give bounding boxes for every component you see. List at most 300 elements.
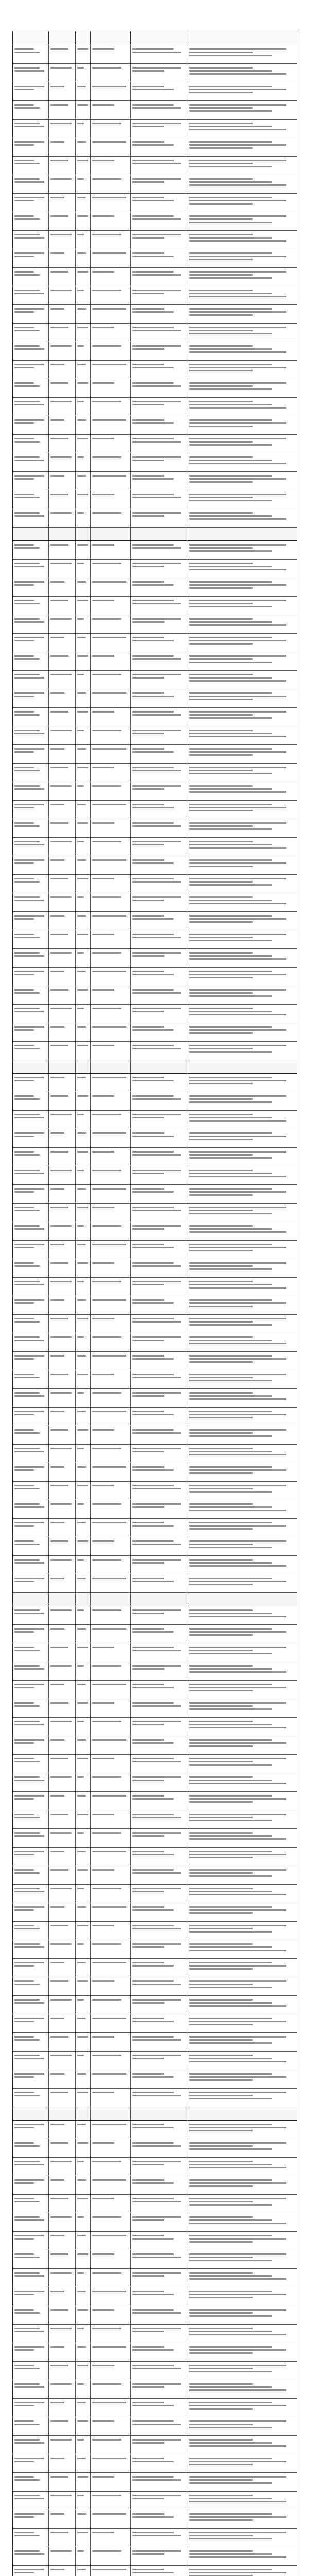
text-stroke — [132, 1835, 164, 1837]
text-stroke — [132, 422, 174, 424]
organizer-cell — [131, 2343, 187, 2361]
text-stroke — [132, 70, 164, 72]
text-stroke — [14, 1835, 44, 1837]
content-cell — [187, 342, 297, 360]
text-stroke — [77, 1355, 87, 1357]
text-stroke — [132, 1114, 181, 1115]
text-stroke — [77, 2365, 88, 2366]
text-stroke — [14, 1962, 44, 1963]
organizer-cell — [131, 1829, 187, 1847]
text-stroke — [189, 1157, 272, 1159]
text-stroke — [50, 2092, 68, 2093]
text-stroke — [189, 1011, 272, 1012]
event-cell — [13, 726, 49, 744]
text-stroke — [189, 1559, 253, 1561]
text-stroke — [50, 1980, 68, 1982]
content-cell — [187, 1940, 297, 1958]
text-stroke — [132, 456, 181, 458]
text-stroke — [132, 1851, 164, 1852]
text-stroke — [189, 2235, 272, 2236]
organizer-cell — [131, 615, 187, 633]
text-stroke — [189, 460, 272, 461]
text-stroke — [189, 1358, 287, 1360]
count-cell — [76, 305, 91, 323]
organizer-cell — [131, 1222, 187, 1240]
text-stroke — [189, 1095, 287, 1097]
text-stroke — [77, 1814, 88, 1815]
text-stroke — [50, 197, 64, 198]
text-stroke — [189, 160, 287, 161]
text-stroke — [14, 2257, 40, 2258]
text-stroke — [14, 478, 34, 480]
date-cell — [49, 1185, 76, 1203]
text-stroke — [189, 1491, 272, 1493]
venue-cell — [91, 597, 131, 615]
text-stroke — [132, 1173, 164, 1174]
text-stroke — [14, 1228, 44, 1230]
organizer-cell — [131, 2158, 187, 2176]
count-cell — [76, 1204, 91, 1222]
text-stroke — [189, 1801, 253, 1803]
text-stroke — [92, 1355, 126, 1357]
venue-cell — [91, 2121, 131, 2139]
table-row — [13, 912, 297, 930]
text-stroke — [132, 547, 181, 549]
text-stroke — [14, 1340, 44, 1341]
text-stroke — [189, 1854, 287, 1855]
organizer-cell — [131, 1005, 187, 1023]
text-stroke — [132, 512, 181, 514]
text-stroke — [132, 1265, 181, 1267]
text-stroke — [189, 2346, 272, 2348]
text-stroke — [189, 2535, 253, 2536]
text-stroke — [14, 603, 40, 604]
table-row — [13, 838, 297, 856]
count-cell — [76, 509, 91, 527]
date-cell — [49, 2362, 76, 2380]
text-stroke — [189, 1872, 253, 1874]
text-stroke — [189, 1628, 272, 1630]
text-stroke — [132, 566, 164, 567]
text-stroke — [77, 1962, 87, 1963]
content-cell — [187, 819, 297, 837]
text-stroke — [189, 2216, 253, 2218]
text-stroke — [14, 1207, 34, 1208]
text-stroke — [14, 494, 34, 495]
date-cell — [49, 1389, 76, 1407]
text-stroke — [132, 600, 174, 601]
table-row — [13, 1848, 297, 1866]
text-stroke — [14, 2058, 44, 2059]
text-stroke — [50, 1485, 68, 1486]
text-stroke — [14, 915, 44, 917]
text-stroke — [14, 714, 40, 716]
text-stroke — [189, 841, 253, 842]
content-cell — [187, 249, 297, 267]
count-cell — [76, 1389, 91, 1407]
text-stroke — [189, 1139, 253, 1140]
date-cell — [49, 1866, 76, 1884]
text-stroke — [189, 1705, 253, 1707]
date-cell — [49, 212, 76, 230]
venue-cell — [91, 1426, 131, 1444]
count-cell — [76, 1903, 91, 1921]
text-stroke — [92, 2439, 121, 2441]
text-stroke — [14, 640, 34, 641]
text-stroke — [132, 677, 164, 679]
venue-cell — [91, 2195, 131, 2213]
text-stroke — [189, 2042, 272, 2044]
text-stroke — [14, 2424, 40, 2425]
text-stroke — [14, 900, 44, 901]
text-stroke — [189, 147, 253, 149]
organizer-cell — [131, 64, 187, 82]
text-stroke — [92, 290, 121, 291]
text-stroke — [189, 1851, 272, 1852]
event-cell — [13, 1482, 49, 1500]
text-stroke — [14, 1943, 40, 1945]
text-stroke — [189, 2241, 253, 2243]
text-stroke — [14, 971, 44, 972]
text-stroke — [189, 1817, 253, 1818]
date-cell — [49, 1829, 76, 1847]
organizer-cell — [131, 101, 187, 119]
text-stroke — [92, 123, 121, 124]
table-row — [13, 1023, 297, 1042]
count-cell — [76, 2417, 91, 2435]
text-stroke — [189, 2005, 287, 2007]
venue-cell — [91, 435, 131, 453]
text-stroke — [189, 1080, 287, 1081]
text-stroke — [189, 181, 272, 183]
text-stroke — [77, 1262, 88, 1264]
text-stroke — [50, 364, 64, 365]
venue-cell — [91, 1370, 131, 1388]
text-stroke — [189, 367, 287, 368]
text-stroke — [14, 1132, 44, 1134]
text-stroke — [132, 441, 181, 443]
organizer-cell — [131, 2492, 187, 2510]
text-stroke — [132, 584, 174, 586]
text-stroke — [132, 2309, 174, 2311]
text-stroke — [189, 2389, 287, 2391]
text-stroke — [189, 348, 272, 350]
venue-cell — [91, 764, 131, 782]
venue-cell — [91, 2089, 131, 2107]
count-cell — [76, 2306, 91, 2324]
text-stroke — [50, 1095, 68, 1097]
text-stroke — [14, 2235, 44, 2236]
text-stroke — [189, 2095, 253, 2096]
content-cell — [187, 528, 297, 540]
table-row — [13, 2158, 297, 2176]
text-stroke — [189, 934, 287, 935]
text-stroke — [77, 2439, 84, 2441]
table-row — [13, 578, 297, 597]
date-cell — [49, 1278, 76, 1296]
text-stroke — [132, 2201, 181, 2202]
count-cell — [76, 1736, 91, 1754]
text-stroke — [77, 952, 84, 954]
text-stroke — [189, 1432, 253, 1434]
text-stroke — [189, 314, 253, 316]
text-stroke — [77, 2018, 87, 2019]
text-stroke — [77, 1448, 84, 1449]
text-stroke — [189, 1832, 253, 1834]
date-cell — [49, 819, 76, 837]
organizer-cell — [131, 856, 187, 874]
event-cell — [13, 1500, 49, 1518]
count-cell — [76, 2052, 91, 2070]
text-stroke — [14, 2002, 44, 2004]
count-cell — [76, 194, 91, 212]
text-stroke — [132, 2058, 164, 2059]
text-stroke — [50, 841, 72, 842]
organizer-cell — [131, 1408, 187, 1426]
date-cell — [49, 1556, 76, 1574]
organizer-cell — [131, 1241, 187, 1259]
text-stroke — [132, 658, 181, 660]
text-stroke — [189, 711, 287, 713]
text-stroke — [50, 2476, 68, 2478]
event-cell — [13, 2089, 49, 2107]
date-cell — [49, 1042, 76, 1060]
venue-cell — [91, 2417, 131, 2435]
organizer-cell — [131, 1148, 187, 1166]
text-stroke — [189, 1912, 253, 1914]
event-cell — [13, 1810, 49, 1828]
text-stroke — [92, 1448, 121, 1449]
date-cell — [49, 324, 76, 342]
text-stroke — [132, 1188, 164, 1190]
text-stroke — [132, 2238, 174, 2240]
date-cell — [49, 2014, 76, 2032]
content-cell — [187, 856, 297, 874]
content-cell — [187, 212, 297, 230]
text-stroke — [189, 370, 253, 371]
text-stroke — [50, 2235, 64, 2236]
organizer-cell — [131, 1810, 187, 1828]
text-stroke — [77, 785, 84, 787]
text-stroke — [189, 48, 287, 50]
text-stroke — [77, 1132, 87, 1134]
text-stroke — [14, 181, 44, 183]
date-cell — [49, 249, 76, 267]
text-stroke — [189, 2538, 272, 2539]
date-cell — [49, 1922, 76, 1940]
content-cell — [187, 949, 297, 967]
content-cell — [187, 268, 297, 286]
text-stroke — [189, 73, 287, 75]
venue-cell — [91, 1959, 131, 1977]
text-stroke — [132, 2405, 174, 2406]
text-stroke — [77, 1225, 84, 1227]
text-stroke — [14, 544, 34, 546]
text-stroke — [189, 662, 272, 663]
text-stroke — [14, 2272, 40, 2274]
text-stroke — [132, 674, 181, 675]
table-row — [13, 782, 297, 801]
venue-cell — [91, 1482, 131, 1500]
count-cell — [76, 968, 91, 986]
text-stroke — [50, 2383, 72, 2385]
date-cell — [49, 2176, 76, 2194]
count-cell — [76, 1074, 91, 1092]
text-stroke — [189, 566, 272, 567]
venue-cell — [91, 930, 131, 948]
table-row — [13, 689, 297, 708]
text-stroke — [189, 1051, 272, 1053]
table-row — [13, 120, 297, 138]
text-stroke — [189, 2275, 272, 2277]
text-stroke — [92, 252, 126, 254]
date-cell — [49, 986, 76, 1004]
text-stroke — [50, 637, 64, 638]
text-stroke — [132, 1210, 181, 1211]
text-stroke — [132, 841, 181, 842]
text-stroke — [189, 1528, 253, 1530]
text-stroke — [189, 382, 287, 384]
text-stroke — [14, 1299, 44, 1301]
count-cell — [76, 453, 91, 471]
text-stroke — [50, 989, 68, 991]
text-stroke — [14, 2458, 44, 2459]
count-cell — [76, 819, 91, 837]
text-stroke — [132, 348, 164, 350]
venue-cell — [91, 1389, 131, 1407]
content-cell — [187, 2139, 297, 2157]
text-stroke — [189, 1665, 253, 1667]
event-cell — [13, 1005, 49, 1023]
text-stroke — [77, 767, 88, 768]
date-cell — [49, 2052, 76, 2070]
table-row — [13, 2176, 297, 2195]
table-row — [13, 2510, 297, 2529]
content-cell — [187, 689, 297, 707]
content-cell — [187, 2325, 297, 2343]
text-stroke — [132, 2535, 181, 2536]
content-cell — [187, 1792, 297, 1810]
event-cell — [13, 838, 49, 856]
text-stroke — [92, 711, 114, 713]
text-stroke — [50, 1758, 68, 1759]
date-cell — [49, 64, 76, 82]
organizer-cell — [131, 1370, 187, 1388]
table-row — [13, 2436, 297, 2454]
text-stroke — [14, 2036, 34, 2038]
text-stroke — [189, 438, 287, 439]
text-stroke — [189, 515, 272, 517]
count-cell — [76, 2473, 91, 2491]
event-cell — [13, 101, 49, 119]
date-cell — [49, 1500, 76, 1518]
text-stroke — [132, 215, 174, 217]
text-stroke — [132, 2516, 174, 2518]
text-stroke — [189, 67, 253, 69]
text-stroke — [132, 252, 164, 254]
date-cell — [49, 1643, 76, 1662]
text-stroke — [189, 2024, 253, 2025]
text-stroke — [50, 1299, 64, 1301]
text-stroke — [189, 2569, 272, 2570]
event-cell — [13, 528, 49, 540]
event-cell — [13, 2232, 49, 2250]
content-cell — [187, 1042, 297, 1060]
text-stroke — [50, 1999, 72, 2001]
text-stroke — [14, 512, 40, 514]
organizer-cell — [131, 1259, 187, 1277]
text-stroke — [132, 1628, 164, 1630]
content-cell — [187, 2399, 297, 2417]
count-cell — [76, 138, 91, 156]
text-stroke — [132, 1724, 164, 1725]
date-cell — [49, 509, 76, 527]
text-stroke — [14, 1798, 34, 1800]
content-cell — [187, 652, 297, 670]
text-stroke — [14, 1832, 40, 1834]
table-row — [13, 1959, 297, 1977]
table-row — [13, 1625, 297, 1643]
text-stroke — [132, 2439, 181, 2441]
venue-cell — [91, 968, 131, 986]
organizer-cell — [131, 2014, 187, 2032]
text-stroke — [132, 2092, 174, 2093]
text-stroke — [14, 1469, 34, 1471]
event-cell — [13, 2052, 49, 2070]
section-header-row — [13, 2107, 297, 2121]
table-row — [13, 560, 297, 578]
count-cell — [76, 1996, 91, 2014]
text-stroke — [14, 1999, 40, 2001]
text-stroke — [132, 271, 174, 273]
text-stroke — [77, 2272, 84, 2274]
text-stroke — [189, 1132, 272, 1134]
text-stroke — [77, 1758, 88, 1759]
text-stroke — [77, 544, 88, 546]
text-stroke — [92, 2495, 121, 2496]
text-stroke — [92, 1832, 121, 1834]
table-row — [13, 1204, 297, 1222]
text-stroke — [189, 788, 272, 790]
text-stroke — [14, 1503, 40, 1505]
table-row — [13, 268, 297, 286]
text-stroke — [132, 2442, 164, 2444]
text-stroke — [77, 1684, 87, 1685]
content-cell — [187, 2566, 297, 2576]
text-stroke — [189, 692, 272, 694]
text-stroke — [189, 252, 272, 254]
text-stroke — [132, 475, 164, 477]
content-cell — [187, 1922, 297, 1940]
text-stroke — [132, 1299, 164, 1301]
organizer-cell — [131, 2176, 187, 2194]
date-cell — [49, 528, 76, 540]
date-cell — [49, 1718, 76, 1736]
content-cell — [187, 138, 297, 156]
date-cell — [49, 379, 76, 397]
count-cell — [76, 2566, 91, 2576]
text-stroke — [189, 218, 253, 220]
venue-cell — [91, 305, 131, 323]
event-cell — [13, 2287, 49, 2306]
text-stroke — [189, 2519, 253, 2521]
text-stroke — [14, 2073, 44, 2075]
content-cell — [187, 2195, 297, 2213]
count-cell — [76, 120, 91, 138]
text-stroke — [14, 2253, 34, 2255]
text-stroke — [189, 494, 287, 495]
text-stroke — [77, 2253, 88, 2255]
